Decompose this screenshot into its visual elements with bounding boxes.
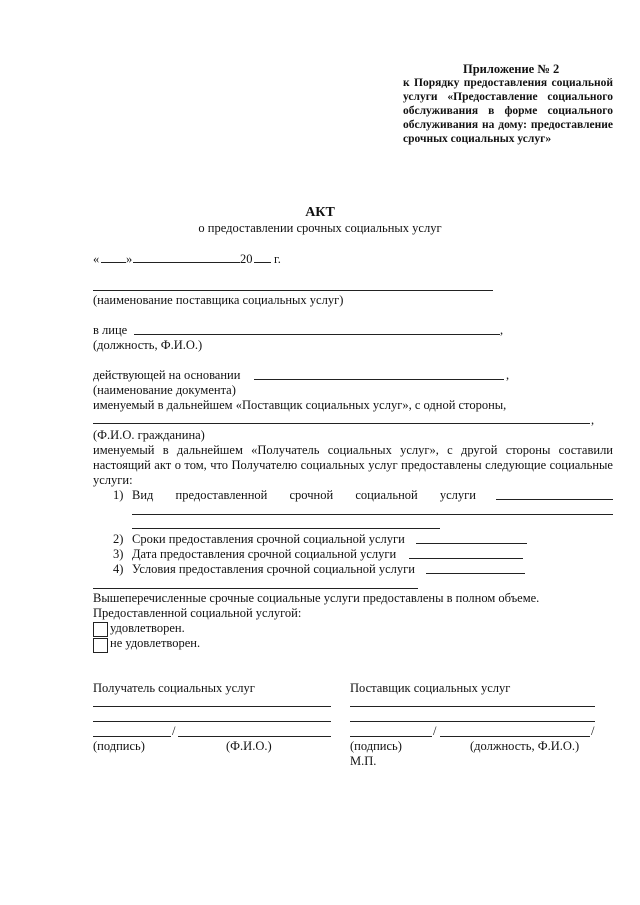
satisfied-label: удовлетворен.: [110, 621, 185, 635]
recipient-fio-field[interactable]: [178, 736, 331, 737]
date-open-quote: «: [93, 252, 100, 266]
satisfied-checkbox[interactable]: [93, 622, 108, 637]
stamp-label: М.П.: [350, 754, 377, 768]
date-close-quote: »: [126, 252, 133, 266]
item-1-field-line-3[interactable]: [132, 528, 440, 529]
item-4-field[interactable]: [426, 573, 525, 574]
recipient-field-1[interactable]: [93, 706, 331, 707]
in-person-field[interactable]: [134, 334, 500, 335]
citizen-caption: (Ф.И.О. гражданина): [93, 428, 205, 442]
item-1-field[interactable]: [496, 499, 613, 500]
item-2-number: 2): [113, 532, 124, 546]
item-1-text: Вид предоставленной срочной социальной услуги: [132, 488, 476, 502]
item-3-field[interactable]: [409, 558, 523, 559]
acting-basis-field[interactable]: [254, 379, 504, 380]
provider-field-2[interactable]: [350, 721, 595, 722]
acting-label: действующей на основании: [93, 368, 241, 382]
provided-service-text: Предоставленной социальной услугой:: [93, 606, 302, 620]
item-4-number: 4): [113, 562, 124, 576]
position-caption: (должность, Ф.И.О.): [93, 338, 203, 352]
provider-position-field[interactable]: [440, 736, 590, 737]
date-year-field[interactable]: [254, 262, 271, 263]
recipient-signature-caption: (подпись): [93, 739, 145, 753]
provider-caption: (наименование поставщика социальных услуг): [93, 293, 344, 307]
named-recipient-text: именуемый в дальнейшем «Получатель социальных услуг», с другой стороны составили настоящий акт о том, что Получателю социальных услуг предоставлены следующие социальные услуги:: [93, 443, 613, 487]
item-2-text: Сроки предоставления срочной социальной услуги: [132, 532, 405, 546]
citizen-name-field[interactable]: [93, 423, 590, 424]
appendix-text: к Порядку предоставления социальной услуги «Предоставление социального обслуживания в форме социального обслуживания на дому: предоставление срочных социальных услуг»: [403, 77, 613, 145]
recipient-fio-caption: (Ф.И.О.): [226, 739, 272, 753]
act-title: АКТ: [305, 205, 335, 220]
recipient-slash: /: [172, 724, 176, 738]
item-1-number: 1): [113, 488, 124, 502]
provider-signature-caption: (подпись): [350, 739, 402, 753]
date-year-prefix: 20: [240, 252, 253, 266]
provider-signature-field[interactable]: [350, 736, 432, 737]
citizen-comma: ,: [591, 413, 595, 427]
named-provider-text: именуемый в дальнейшем «Поставщик социальных услуг», с одной стороны,: [93, 398, 507, 412]
not-satisfied-label: не удовлетворен.: [110, 636, 201, 650]
date-year-suffix: г.: [274, 252, 281, 266]
date-day-field[interactable]: [101, 262, 126, 263]
full-volume-text: Вышеперечисленные срочные социальные услуги предоставлены в полном объеме.: [93, 591, 540, 605]
provider-label: Поставщик социальных услуг: [350, 681, 511, 695]
recipient-signature-field[interactable]: [93, 736, 171, 737]
provider-position-caption: (должность, Ф.И.О.): [470, 739, 580, 753]
item-2-field[interactable]: [416, 543, 527, 544]
appendix-title: Приложение № 2: [463, 62, 560, 76]
in-person-comma: ,: [500, 323, 504, 337]
separator-line: [93, 588, 418, 589]
not-satisfied-checkbox[interactable]: [93, 638, 108, 653]
document-caption: (наименование документа): [93, 383, 236, 397]
item-3-text: Дата предоставления срочной социальной услуги: [132, 547, 397, 561]
item-3-number: 3): [113, 547, 124, 561]
date-month-field[interactable]: [133, 262, 240, 263]
provider-slash: /: [433, 724, 437, 738]
provider-slash-end: /: [591, 724, 595, 738]
in-person-label: в лице: [93, 323, 128, 337]
provider-name-field[interactable]: [93, 290, 493, 291]
act-subtitle: о предоставлении срочных социальных услуг: [198, 221, 442, 235]
item-4-text: Условия предоставления срочной социальной услуги: [132, 562, 415, 576]
recipient-field-2[interactable]: [93, 721, 331, 722]
recipient-label: Получатель социальных услуг: [93, 681, 255, 695]
item-1-field-line-2[interactable]: [132, 514, 613, 515]
provider-field-1[interactable]: [350, 706, 595, 707]
acting-comma: ,: [506, 368, 510, 382]
